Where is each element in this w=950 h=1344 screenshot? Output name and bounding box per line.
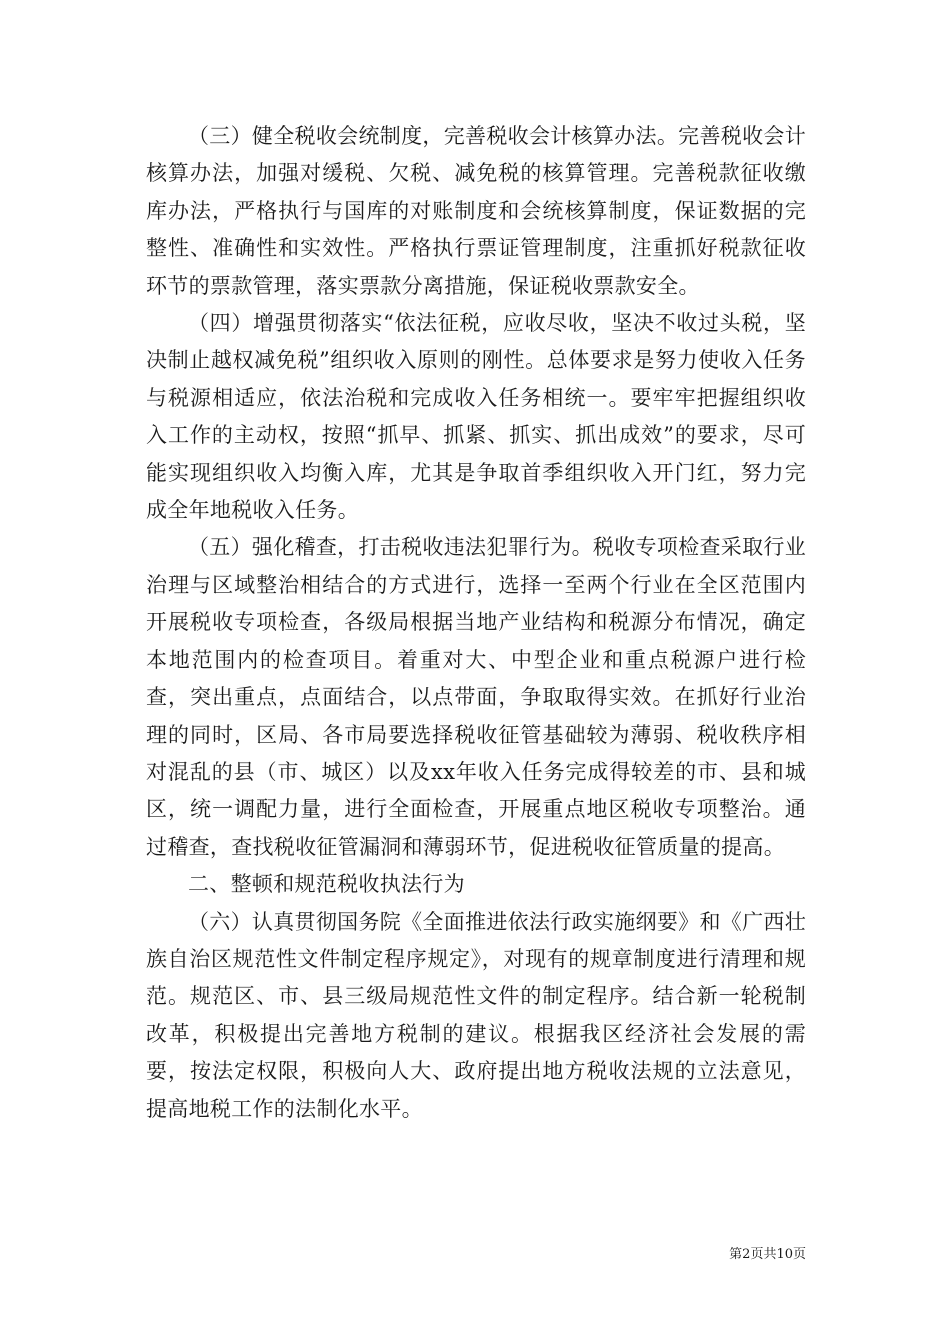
paragraph-section-5: （五）强化稽查，打击税收违法犯罪行为。税收专项检查采取行业治理与区域整治相结合的方式进行，选择一至两个行业在全区范围内开展税收专项检查，各级局根据当地产业结构和税源分布情况，确定本地范围内的检查项目。着重对大、中型企业和重点税源户进行检查，突出重点，点面结合，以点带面，争取取得实效。在抓好行业治理的同时，区局、各市局要选择税收征管基础较为薄弱、税收秩序相对混乱的县（市、城区）以及xx年收入任务完成得较差的市、县和城区，统一调配力量，进行全面检查，开展重点地区税收专项整治。通过稽查，查找税收征管漏洞和薄弱环节，促进税收征管质量的提高。 <box>146 535 806 859</box>
paragraph-section-4: （四）增强贯彻落实“依法征税，应收尽收，坚决不收过头税，坚决制止越权减免税”组织收入原则的刚性。总体要求是努力使收入任务与税源相适应，依法治税和完成收入任务相统一。要牢牢把握组织收入工作的主动权，按照“抓早、抓紧、抓实、抓出成效”的要求，尽可能实现组织收入均衡入库，尤其是争取首季组织收入开门红，努力完成全年地税收入任务。 <box>146 311 806 523</box>
document-body <box>146 118 806 1128</box>
paragraph-section-6: （六）认真贯彻国务院《全面推进依法行政实施纲要》和《广西壮族自治区规范性文件制定程序规定》，对现有的规章制度进行清理和规范。规范区、市、县三级局规范性文件的制定程序。结合新一轮税制改革，积极提出完善地方税制的建议。根据我区经济社会发展的需要，按法定权限，积极向人大、政府提出地方税收法规的立法意见，提高地税工作的法制化水平。 <box>146 909 806 1121</box>
paragraph-section-3: （三）健全税收会统制度，完善税收会计核算办法。完善税收会计核算办法，加强对缓税、欠税、减免税的核算管理。完善税款征收缴库办法，严格执行与国库的对账制度和会统核算制度，保证数据的完整性、准确性和实效性。严格执行票证管理制度，注重抓好税款征收环节的票款管理，落实票款分离措施，保证税收票款安全。 <box>146 124 806 298</box>
section-heading-2: 二、整顿和规范税收执法行为 <box>188 872 465 897</box>
page-number: 第2页共10页 <box>729 1247 806 1262</box>
